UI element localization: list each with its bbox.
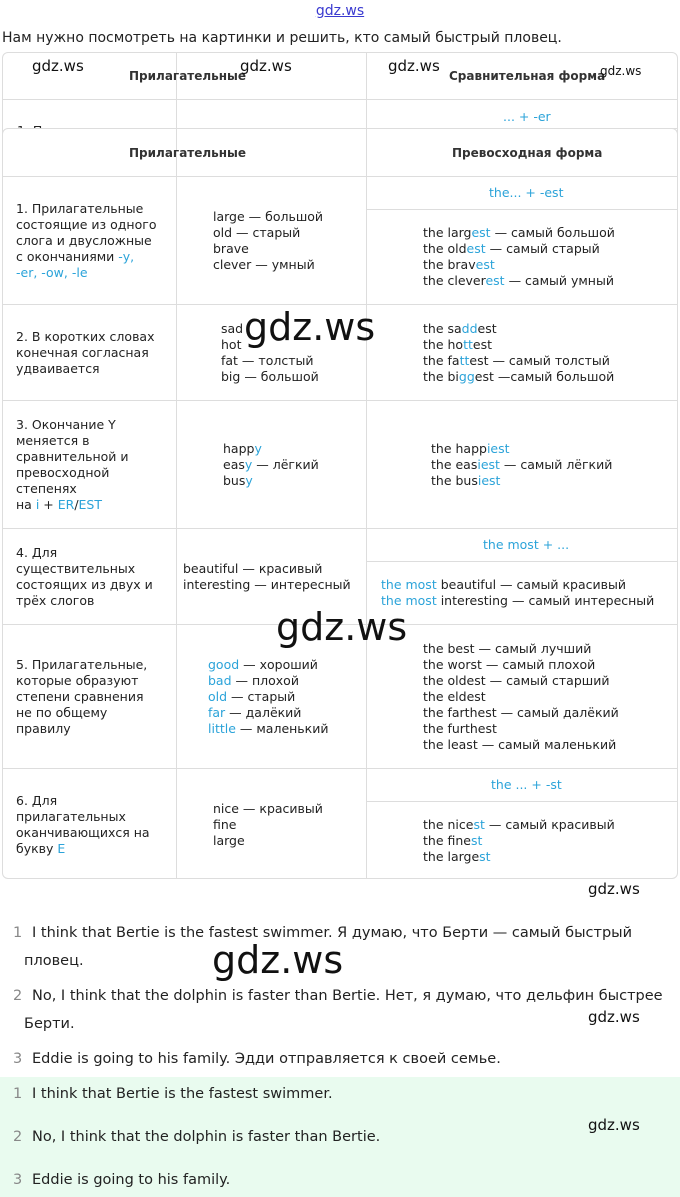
row6-rule: 6. Для прилагательных оканчивающихся на букву E — [16, 793, 150, 856]
watermark-3: gdz.ws — [388, 57, 440, 75]
watermark-4: gdz.ws — [600, 64, 642, 78]
row4-forms: the most beautiful — самый красивый the most interesting — самый интересный — [381, 577, 655, 608]
row5-forms: the best — самый лучший the worst — самый плохой the oldest — самый старший the eldest the farthest — самый далёкий the furthest the least — самый маленький — [423, 641, 619, 752]
row3-adjectives: happy easy — лёгкий busy — [223, 441, 319, 488]
row4-formula: the most + ... — [483, 537, 570, 552]
row4-adjectives: beautiful — красивый interesting — интересный — [183, 561, 351, 592]
row2-forms: the saddest the hottest the fattest — самый толстый the biggest —самый большой — [423, 321, 615, 384]
row2-adjectives: sad hot fat — толстый big — большой — [221, 321, 319, 384]
row1-rule: 1. Прилагательные состоящие из одного слога и двусложные с окончаниями -y, -er, -ow, -le — [16, 201, 157, 280]
row5-rule: 5. Прилагательные, которые образуют степени сравнения не по общему правилу — [16, 657, 148, 736]
table2-header-superlative: Превосходная форма — [452, 146, 603, 160]
watermark-9: gdz.ws — [588, 1008, 640, 1026]
row1-forms: the largest — самый большой the oldest — самый старый the bravest the cleverest — самый умный — [423, 225, 615, 288]
table1-comparative-formula: ... + -er — [503, 109, 551, 124]
row3-forms: the happiest the easiest — самый лёгкий the busiest — [431, 441, 613, 488]
table1-header-comparative: Сравнительная форма — [449, 69, 606, 83]
row5-adjectives: good — хороший bad — плохой old — старый far — далёкий little — маленький — [208, 657, 329, 736]
row6-formula: the ... + -st — [491, 777, 562, 792]
watermark-5: gdz.ws — [244, 305, 376, 349]
row2-rule: 2. В коротких словах конечная согласная удваивается — [16, 329, 155, 376]
watermark-2: gdz.ws — [240, 57, 292, 75]
row3-rule: 3. Окончание Y меняется в сравнительной и превосходной степенях на i + ER/EST — [16, 417, 129, 512]
intro-text: Нам нужно посмотреть на картинки и решить, кто самый быстрый пловец. — [2, 30, 562, 46]
row1-formula: the... + -est — [489, 185, 564, 200]
row4-rule: 4. Для существительных состоящих из двух и трёх слогов — [16, 545, 153, 608]
table2-header-adjectives: Прилагательные — [129, 146, 247, 160]
watermark-8: gdz.ws — [212, 938, 344, 982]
superlative-table — [2, 128, 678, 879]
watermark-10: gdz.ws — [588, 1116, 640, 1134]
table1-header-adjectives: Прилагательные — [129, 69, 247, 83]
watermark-7: gdz.ws — [588, 880, 640, 898]
watermark-1: gdz.ws — [32, 57, 84, 75]
row6-adjectives: nice — красивый fine large — [213, 801, 323, 848]
watermark-6: gdz.ws — [276, 605, 408, 649]
row6-forms: the nicest — самый красивый the finest the largest — [423, 817, 615, 864]
row1-adjectives: large — большой old — старый brave clever — умный — [213, 209, 324, 272]
site-watermark-link[interactable]: gdz.ws — [315, 3, 365, 19]
